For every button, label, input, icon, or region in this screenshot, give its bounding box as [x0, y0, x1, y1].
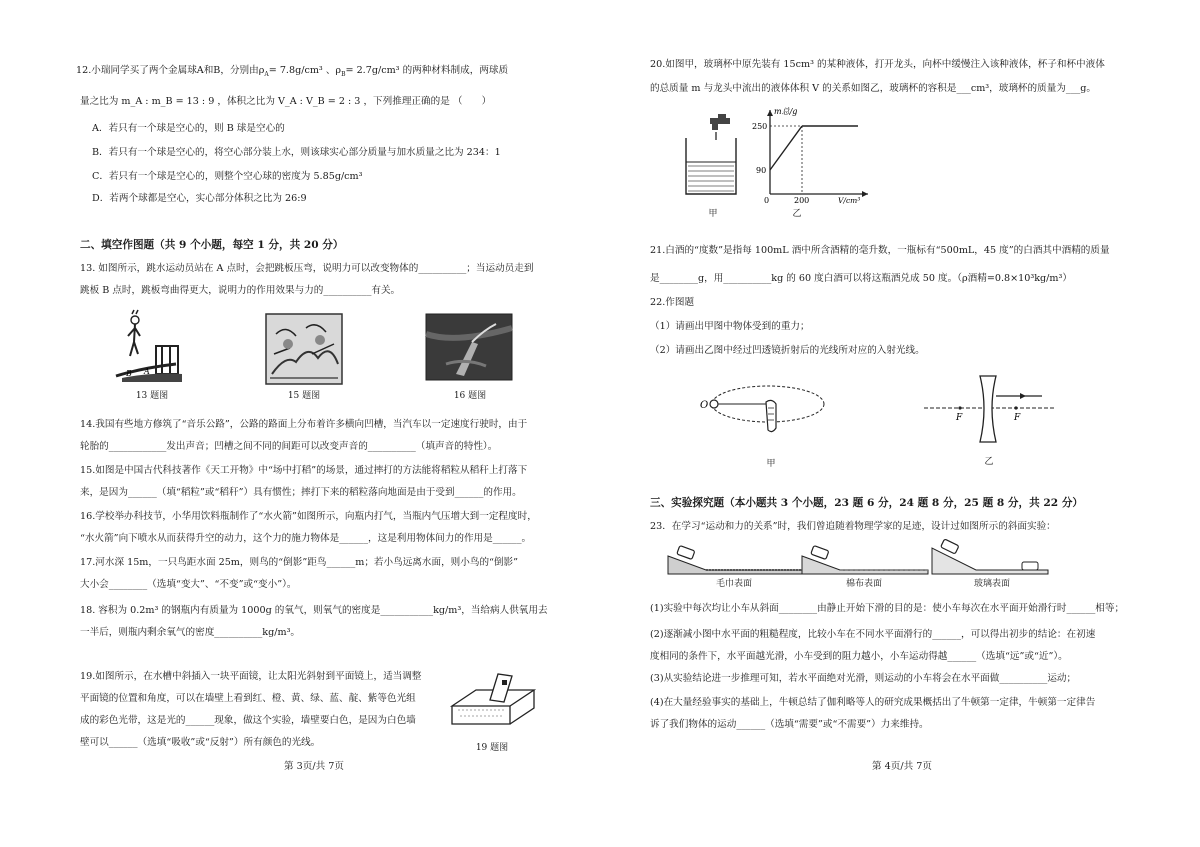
svg-text:90: 90 — [756, 166, 767, 175]
q16-line1: 16.学校举办科技节，小华用饮料瓶制作了“水火箭”如图所示，向瓶内打气，当瓶内气压增大到一定程度时， — [80, 511, 537, 522]
q12-option-a: A．若只有一个球是空心的，则 B 球是空心的 — [92, 123, 285, 134]
q18-line2: 一半后，则瓶内剩余氧气的密度__________kg/m³。 — [80, 627, 301, 638]
fig15-threshing-image — [266, 314, 342, 384]
q16-line2: “水火箭”向下喷水从而获得升空的动力，这个力的施力物体是______，这是利用物体间力的作用是______。 — [80, 533, 532, 544]
svg-text:0: 0 — [764, 196, 770, 205]
q19-line3: 成的彩色光带，这是光的______现象，做这个实验，墙壁要白色，是因为白色墙 — [80, 715, 416, 726]
fig16-water-rocket-image — [426, 314, 512, 380]
fig23-cotton-surface-image — [800, 540, 930, 574]
q18-line1: 18. 容积为 0.2m³ 的钢瓶内有质量为 1000g 的氧气，则氧气的密度是___________kg/m³，当给病人供氧用去 — [80, 605, 548, 616]
fig19-trough-mirror-image — [446, 670, 540, 736]
q21-line1: 21.白酒的“度数”是指每 100mL 酒中所含酒精的毫升数，一瓶标有“500mL，45 度”的白酒其中酒精的质量 — [650, 245, 1110, 256]
left-page-footer: 第 3页/共 7页 — [284, 761, 344, 772]
svg-text:A: A — [144, 367, 150, 376]
q12-option-b: B．若只有一个球是空心的，将空心部分装上水，则该球实心部分质量与加水质量之比为 234：1 — [92, 147, 501, 158]
q23-part4a: (4)在大量经验事实的基础上，牛顿总结了伽利略等人的研究成果概括出了牛顿第一定律，牛顿第一定律告 — [650, 697, 1096, 708]
q23-part2b: 度相同的条件下，水平面越光滑，小车受到的阻力越小，小车运动得越______（选填“远”或“近”）。 — [650, 651, 1068, 662]
section2-title: 二、填空作图题（共 9 个小题，每空 1 分，共 20 分） — [80, 239, 344, 251]
fig22-caption-left: 甲 — [766, 459, 776, 469]
q22-item1: （1）请画出甲图中物体受到的重力； — [650, 321, 810, 332]
q22-title: 22.作图题 — [650, 297, 695, 308]
fig23-surface-label-cotton: 棉布表面 — [845, 579, 882, 589]
svg-text:F: F — [1014, 413, 1021, 423]
svg-text:B: B — [126, 369, 132, 378]
fig23-glass-surface-image — [930, 538, 1050, 574]
right-page-footer: 第 4页/共 7页 — [872, 761, 932, 772]
q22-item2: （2）请画出乙图中经过凹透镜折射后的光线所对应的入射光线。 — [650, 345, 925, 356]
svg-text:F: F — [956, 413, 963, 423]
svg-text:m总/g: m总/g — [774, 107, 798, 116]
svg-text:250: 250 — [752, 122, 768, 131]
fig22-concave-lens-image — [918, 372, 1058, 452]
right-page — [600, 0, 1200, 847]
q19-line1: 19.如图所示，在水槽中斜插入一块平面镜，让太阳光斜射到平面镜上，适当调整 — [80, 671, 422, 682]
q23-part4b: 诉了我们物体的运动______（选填“需要”或“不需要”）力来维持。 — [650, 719, 929, 730]
fig23-surface-label-towel: 毛巾表面 — [715, 579, 752, 589]
q17-line1: 17.河水深 15m，一只鸟距水面 25m，则鸟的“倒影”距鸟______m；若小鸟远离水面，则小鸟的“倒影” — [80, 557, 519, 568]
fig13-caption: 13 题图 — [135, 391, 169, 401]
fig13-diver-image — [112, 306, 192, 386]
q12-line1: 12.小瑞同学买了两个金属球A和B，分别由$\rho_A= 7.8g/cm^3$ 、$\rho_B= 2.7g/cm^3$ 的两种材料制成，两球质 — [76, 65, 509, 78]
q19-line2: 平面镜的位置和角度，可以在墙壁上看到红、橙、黄、绿、蓝、靛、紫等色光组 — [80, 693, 416, 704]
q20-line2: 的总质量 m 与龙头中流出的液体体积 V 的关系如图乙，玻璃杯的容积是___cm³，玻璃杯的质量为___g。 — [650, 83, 1097, 94]
fig15-caption: 15 题图 — [287, 391, 321, 401]
q14-line2: 轮胎的____________发出声音；凹槽之间不同的间距可以改变声音的__________（填声音的特性）。 — [80, 441, 498, 452]
q12-line2: 量之比为 m_A : m_B = 13 : 9 ，体积之比为 V_A : V_B = 2 : 3 ，下列推理正确的是 （ ） — [80, 96, 492, 107]
q23-part2a: (2)逐渐减小图中水平面的粗糙程度，比较小车在不同水平面滑行的______，可以得出初步的结论：在初速 — [650, 629, 1096, 640]
fig23-towel-surface-image — [666, 540, 806, 574]
svg-text:200: 200 — [794, 196, 810, 205]
fig20-caption-right: 乙 — [792, 209, 802, 219]
q21-line2: 是________g，用__________kg 的 60 度白酒可以将这瓶酒兑成 50 度。（ρ酒精=0.8×10³kg/m³） — [650, 273, 1072, 284]
q14-line1: 14.我国有些地方修筑了“音乐公路”，公路的路面上分布着许多横向凹槽，当汽车以一定速度行驶时，由于 — [80, 419, 528, 430]
q20-line1: 20.如图甲，玻璃杯中原先装有 15cm³ 的某种液体，打开龙头，向杯中缓慢注入该种液体，杯子和杯中液体 — [650, 59, 1105, 70]
fig20-caption-left: 甲 — [708, 209, 718, 219]
fig19-caption: 19 题图 — [475, 743, 509, 753]
q15-line2: 来，是因为______（填“稻粒”或“稻秆”）具有惯性；摔打下来的稻粒落向地面是由于受到______的作用。 — [80, 487, 522, 498]
q23-part1: (1)实验中每次均让小车从斜面________由静止开始下滑的目的是：使小车每次在水平面开始滑行时______相等； — [650, 603, 1125, 614]
q13-line1: 13. 如图所示，跳水运动员站在 A 点时，会把跳板压弯，说明力可以改变物体的__________；当运动员走到 — [80, 263, 534, 274]
fig16-caption: 16 题图 — [453, 391, 487, 401]
q23-part3: (3)从实验结论进一步推理可知，若水平面绝对光滑，则运动的小车将会在水平面做__________运动； — [650, 673, 1077, 684]
q23-line1: 23．在学习“运动和力的关系”时，我们曾追随着物理学家的足迹，设计过如图所示的斜面实验： — [650, 521, 1056, 532]
q12-option-d: D．若两个球都是空心，实心部分体积之比为 26:9 — [92, 193, 307, 204]
fig23-surface-label-glass: 玻璃表面 — [973, 579, 1010, 589]
q13-line2: 跳板 B 点时，跳板弯曲得更大，说明力的作用效果与力的__________有关。 — [80, 285, 401, 296]
fig20-mass-volume-graph — [754, 104, 874, 204]
svg-text:O: O — [700, 400, 709, 411]
fig20-faucet-glass-image — [682, 110, 742, 196]
fig22-caption-right: 乙 — [984, 457, 994, 467]
q15-line1: 15.如图是中国古代科技著作《天工开物》中“场中打稻”的场景，通过摔打的方法能将稻粒从稻秆上打落下 — [80, 465, 528, 476]
fig22-circular-motion-image — [698, 378, 828, 448]
section3-title: 三、实验探究题（本小题共 3 个小题，23 题 6 分，24 题 8 分，25 题 8 分，共 22 分） — [650, 497, 1084, 509]
svg-text:V/cm³: V/cm³ — [838, 196, 861, 205]
q12-option-c: C．若只有一个球是空心的，则整个空心球的密度为 5.85g/cm³ — [92, 171, 363, 182]
q17-line2: 大小会________（选填“变大”、“不变”或“变小”）。 — [80, 579, 297, 590]
q19-line4: 壁可以______（选填“吸收”或“反射”）所有颜色的光线。 — [80, 737, 321, 748]
